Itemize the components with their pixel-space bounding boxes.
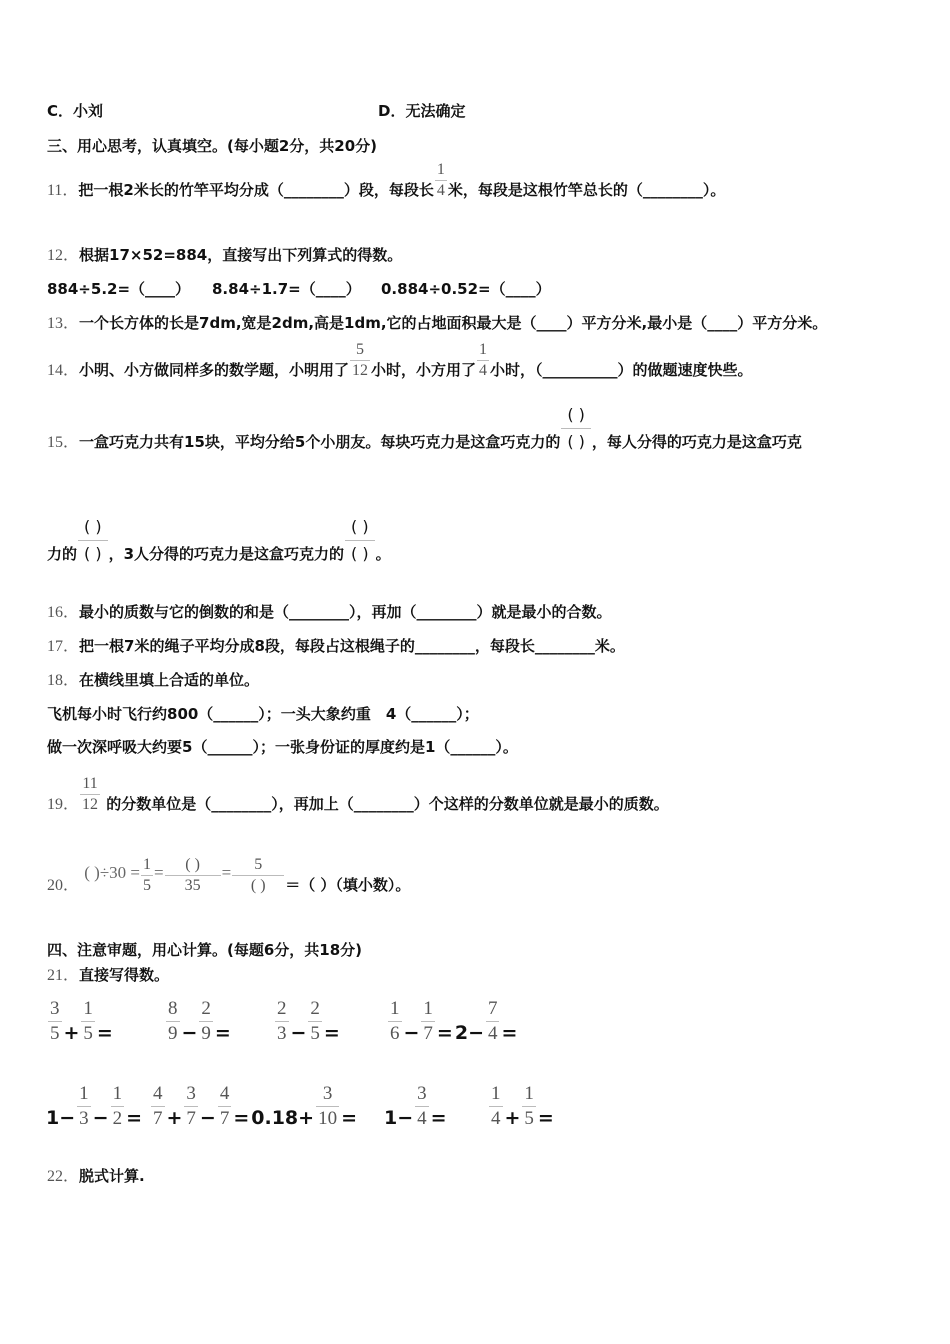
denominator: 4	[479, 362, 488, 379]
fraction	[388, 997, 402, 1046]
denominator: 10	[318, 1108, 338, 1129]
fraction	[141, 855, 153, 896]
fraction	[486, 997, 500, 1046]
question-number: 11．	[47, 182, 79, 199]
question-text: 。	[375, 545, 391, 563]
fraction	[166, 997, 180, 1046]
operator: =	[501, 1022, 518, 1044]
option-d	[378, 102, 465, 120]
question-16	[47, 603, 612, 622]
denominator: 7	[153, 1108, 163, 1129]
question-15-continued	[47, 514, 391, 567]
question-text: 脱式计算.	[79, 1167, 145, 1185]
denominator: 9	[201, 1023, 211, 1044]
numerator: 1	[141, 855, 153, 876]
question-number: 15．	[47, 434, 80, 451]
q12-item-1: 884÷5.2=（____）	[47, 280, 191, 298]
calculation-expression	[488, 1082, 555, 1131]
blank-fraction[interactable]	[78, 514, 108, 567]
fraction	[232, 855, 284, 896]
numerator: 5	[232, 855, 284, 876]
denominator: 7	[186, 1108, 196, 1129]
q12-item-2: 8.84÷1.7=（____）	[212, 280, 361, 298]
operator: −	[181, 1022, 198, 1044]
question-number: 20．	[47, 877, 80, 894]
operator: −	[92, 1107, 109, 1129]
fraction	[184, 1082, 198, 1131]
fraction	[415, 1082, 429, 1131]
question-text: 一个长方体的长是7dm,宽是2dm,高是1dm,它的占地面积最大是（____）平方分米,最小是（____）平方分米。	[79, 314, 828, 332]
numerator: 1	[522, 1082, 536, 1107]
denominator: 5	[143, 877, 151, 894]
denominator-blank[interactable]: ( )	[84, 544, 102, 563]
fraction	[435, 160, 447, 201]
fraction	[522, 1082, 536, 1131]
fraction	[111, 1082, 125, 1131]
denominator: 2	[112, 1108, 123, 1129]
operator: =	[126, 1107, 142, 1129]
question-17	[47, 637, 625, 656]
q18-line-2: 做一次深呼吸大约要5（______）；一张身份证的厚度约是1（______）。	[47, 738, 518, 756]
denominator: 7	[219, 1108, 230, 1129]
question-15	[47, 402, 802, 455]
question-12	[47, 246, 402, 265]
calculation-expression	[383, 1082, 448, 1131]
numerator: 3	[48, 997, 62, 1022]
numerator: 1	[435, 160, 447, 181]
question-text: 小时，小方用了	[371, 361, 477, 379]
question-text: 米，每段是这根竹竿总长的（________）。	[447, 181, 726, 199]
question-22	[47, 1167, 145, 1186]
fraction	[350, 340, 370, 381]
fraction	[48, 997, 62, 1046]
numerator: 8	[166, 997, 180, 1022]
question-text: 把一根2米长的竹竿平均分成（________）段，每段长	[78, 181, 434, 199]
fraction	[81, 997, 95, 1046]
denominator: 5	[524, 1108, 534, 1129]
fraction	[165, 855, 221, 896]
operator: 1−	[46, 1107, 76, 1129]
section-4-heading: 四、注意审题，用心计算。(每题6分，共18分)	[47, 941, 363, 959]
denominator: 12	[352, 362, 369, 379]
numerator-blank[interactable]: ( )	[165, 855, 221, 876]
numerator: 1	[421, 997, 435, 1022]
question-number: 14．	[47, 362, 80, 379]
numerator: 1	[111, 1082, 125, 1107]
operator: 0.18+	[251, 1107, 315, 1129]
q18-line-1: 飞机每小时飞行约800（______）；一头大象约重 4（______）；	[47, 705, 479, 723]
fraction	[199, 997, 213, 1046]
denominator: 5	[83, 1023, 93, 1044]
operator: −	[199, 1107, 216, 1129]
numerator-blank[interactable]: ( )	[561, 402, 591, 429]
denominator: 4	[491, 1108, 501, 1129]
numerator: 7	[486, 997, 500, 1022]
fraction	[421, 997, 435, 1046]
denominator: 12	[82, 796, 99, 813]
operator: =	[323, 1022, 340, 1044]
question-number: 19．	[47, 796, 80, 813]
calculation-expression	[387, 997, 518, 1046]
question-19	[47, 774, 669, 815]
numerator: 3	[184, 1082, 198, 1107]
question-number: 21．	[47, 967, 80, 984]
fraction	[477, 340, 489, 381]
denominator: 4	[487, 1023, 498, 1044]
denominator: 6	[390, 1023, 400, 1044]
operator: =	[96, 1022, 113, 1044]
option-c	[47, 102, 103, 120]
question-text: 小明、小方做同样多的数学题，小明用了	[79, 361, 350, 379]
question-number: 17．	[47, 638, 80, 655]
numerator: 1	[77, 1082, 91, 1107]
operator: =	[233, 1107, 250, 1129]
question-text: ＝（ ）（填小数）。	[285, 876, 411, 894]
denominator: 35	[184, 877, 201, 894]
numerator: 2	[275, 997, 289, 1022]
denominator-blank[interactable]: ( )	[351, 544, 369, 563]
section-3-heading: 三、用心思考，认真填空。(每小题2分，共20分)	[47, 137, 378, 155]
equals-sign: =	[154, 863, 164, 882]
fraction	[80, 774, 100, 815]
question-11	[47, 160, 725, 201]
question-text: ，3人分得的巧克力是这盒巧克力的	[108, 545, 345, 563]
division-expression: ( )÷30 =	[84, 863, 140, 882]
denominator-blank[interactable]: ( )	[250, 877, 266, 894]
question-text: 的分数单位是（________），再加上（________）个这样的分数单位就是最小的质数。	[106, 795, 669, 813]
operator: =	[214, 1022, 231, 1044]
fraction	[151, 1082, 165, 1131]
numerator: 1	[489, 1082, 503, 1107]
question-20	[47, 855, 410, 896]
operator: −	[290, 1022, 307, 1044]
numerator: 1	[81, 997, 95, 1022]
operator: −	[403, 1022, 420, 1044]
numerator-blank[interactable]: ( )	[78, 514, 108, 541]
calculation-expression	[150, 1082, 358, 1131]
denominator: 3	[79, 1108, 89, 1129]
denominator-blank[interactable]: ( )	[567, 432, 585, 451]
question-text: 最小的质数与它的倒数的和是（________），再加（________）就是最小的合数。	[79, 603, 612, 621]
numerator: 3	[316, 1082, 339, 1107]
operator: =	[430, 1107, 447, 1129]
fraction	[489, 1082, 503, 1131]
numerator-blank[interactable]: ( )	[345, 514, 375, 541]
question-14	[47, 340, 753, 381]
question-text: 一盒巧克力共有15块，平均分给5个小朋友。每块巧克力是这盒巧克力的	[79, 433, 561, 451]
numerator: 2	[308, 997, 322, 1022]
question-text: ，每人分得的巧克力是这盒巧克	[591, 433, 802, 451]
calculation-expression	[165, 997, 232, 1046]
fraction	[308, 997, 322, 1046]
question-21	[47, 966, 169, 985]
numerator: 11	[80, 774, 100, 795]
operator: +	[504, 1107, 521, 1129]
fraction	[316, 1082, 339, 1131]
denominator: 9	[168, 1023, 178, 1044]
operator: =	[537, 1107, 554, 1129]
numerator: 1	[388, 997, 402, 1022]
numerator: 3	[415, 1082, 429, 1107]
numerator: 4	[151, 1082, 165, 1107]
fraction	[275, 997, 289, 1046]
denominator: 4	[436, 182, 445, 199]
fraction	[218, 1082, 232, 1131]
denominator: 5	[50, 1023, 60, 1044]
operator: 2−	[454, 1022, 484, 1044]
blank-fraction[interactable]	[561, 402, 591, 455]
operator: +	[63, 1022, 80, 1044]
denominator: 7	[423, 1023, 433, 1044]
question-text: 把一根7米的绳子平均分成8段，每段占这根绳子的________，每段长________米。	[79, 637, 625, 655]
numerator: 2	[199, 997, 213, 1022]
question-number: 16．	[47, 604, 80, 621]
numerator: 1	[477, 340, 489, 361]
numerator: 5	[350, 340, 370, 361]
question-13	[47, 314, 827, 333]
question-text: 直接写得数。	[79, 966, 170, 984]
equals-sign: =	[221, 863, 232, 882]
question-text: 根据17×52=884，直接写出下列算式的得数。	[79, 246, 403, 264]
denominator: 4	[417, 1108, 427, 1129]
question-text: 力的	[47, 545, 78, 563]
fraction	[77, 1082, 91, 1131]
numerator: 4	[218, 1082, 232, 1107]
operator: +	[166, 1107, 183, 1129]
question-text: 小时，（__________）的做题速度快些。	[490, 361, 753, 379]
option-d-text: D．无法确定	[378, 102, 466, 120]
operator: =	[436, 1022, 453, 1044]
question-number: 22．	[47, 1168, 80, 1185]
question-number: 13．	[47, 315, 80, 332]
operator: 1−	[384, 1107, 414, 1129]
question-number: 18．	[47, 672, 80, 689]
denominator: 3	[277, 1023, 287, 1044]
blank-fraction[interactable]	[345, 514, 375, 567]
calculation-expression	[45, 1082, 143, 1131]
option-c-text: C．小刘	[47, 102, 104, 120]
calculation-expression	[47, 997, 114, 1046]
question-18	[47, 671, 259, 690]
question-text: 在横线里填上合适的单位。	[79, 671, 260, 689]
denominator: 5	[310, 1023, 320, 1044]
calculation-expression	[274, 997, 341, 1046]
q12-item-3: 0.884÷0.52=（____）	[381, 280, 551, 298]
operator: =	[341, 1107, 357, 1129]
question-number: 12．	[47, 247, 80, 264]
